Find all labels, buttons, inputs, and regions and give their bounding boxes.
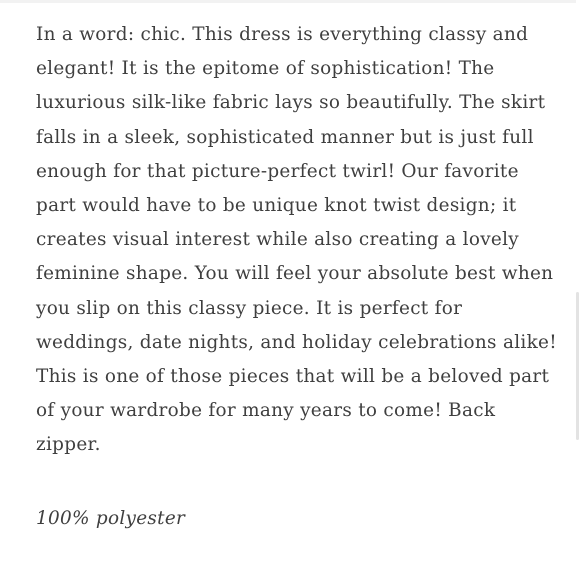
product-material: 100% polyester [36,508,186,529]
product-description: In a word: chic. This dress is everything classy and elegant! It is the epitome of sophistication! The luxurious silk-like fabric lays so beautifully. The skirt falls in a sleek, sophisticated manner but is just full enough for that picture-perfect twirl! Our favorite part would have to be unique knot twist design; it creates visual interest while also creating a lovely feminine shape. You will feel your absolute best when you slip on this classy piece. It is perfect for weddings, date nights, and holiday celebrations alike! This is one of those pieces that will be a beloved part of your wardrobe for many years to come! Back zipper. [36,24,557,456]
top-divider [0,0,580,3]
scrollbar[interactable] [576,0,580,580]
scrollbar-thumb[interactable] [576,292,579,440]
